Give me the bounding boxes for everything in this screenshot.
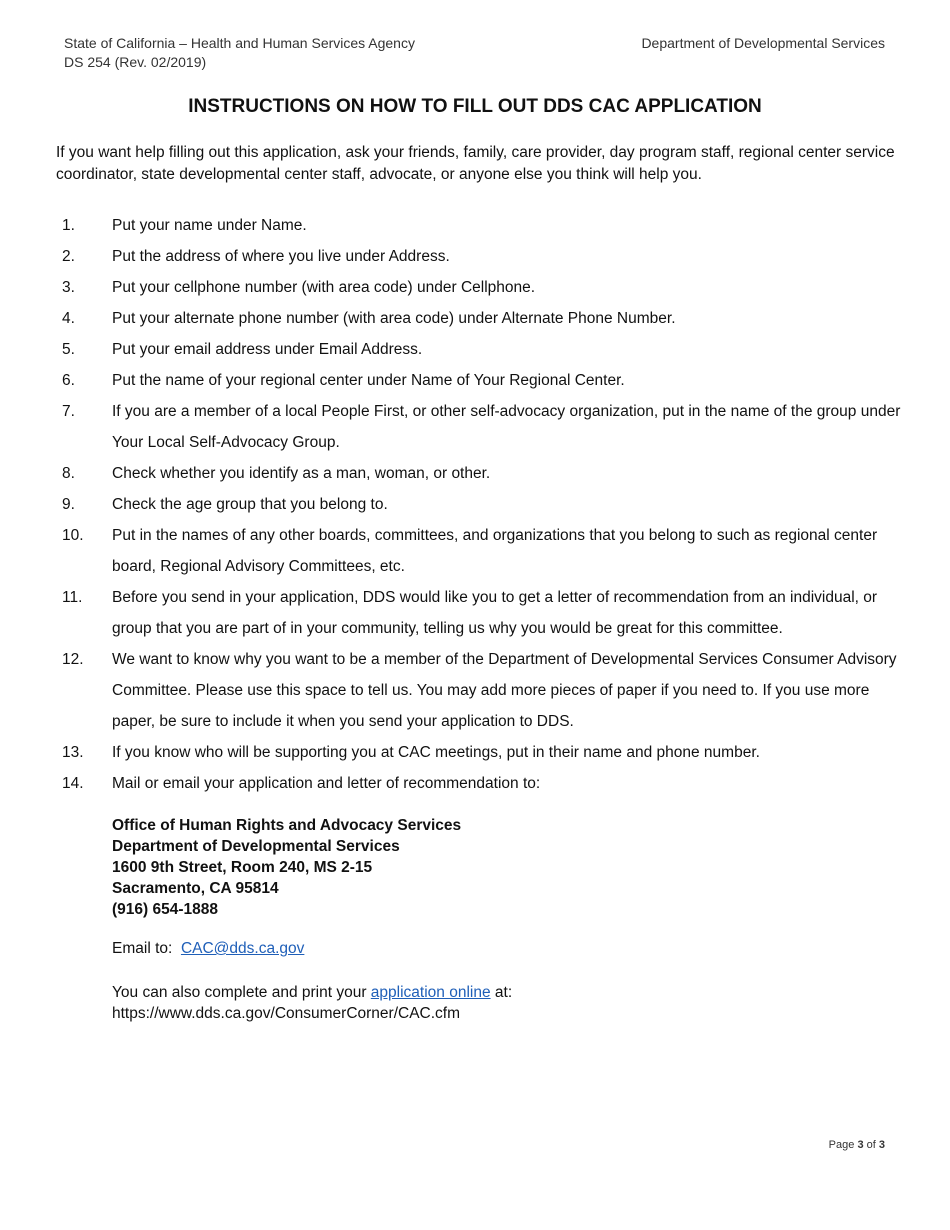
step-number: 12. (62, 651, 84, 668)
step-text: Put in the names of any other boards, committees, and organizations that you belong to such as regional center board, Regional Advisory Committees, etc. (112, 527, 878, 575)
online-prefix: You can also complete and print your (112, 984, 367, 1001)
step-text: Check the age group that you belong to. (112, 496, 388, 513)
list-item (56, 210, 904, 241)
header-left (64, 34, 415, 72)
address-city: Sacramento, CA 95814 (112, 880, 279, 897)
list-item (56, 737, 904, 768)
step-text: If you are a member of a local People First, or other self-advocacy organization, put in the name of the group under Your Local Self-Advocacy Group. (112, 403, 901, 451)
list-item (56, 241, 904, 272)
list-item (56, 520, 904, 582)
step-number: 4. (62, 310, 75, 327)
address-street: 1600 9th Street, Room 240, MS 2-15 (112, 859, 373, 876)
step-number: 9. (62, 496, 75, 513)
step-number: 11. (62, 589, 83, 606)
step-text: Put your name under Name. (112, 217, 307, 234)
step-text: Mail or email your application and letter of recommendation to: (112, 775, 541, 792)
step-number: 7. (62, 403, 75, 420)
list-item (56, 644, 904, 737)
step-text: Put your alternate phone number (with area code) under Alternate Phone Number. (112, 310, 676, 327)
form-id: DS 254 (Rev. 02/2019) (64, 54, 207, 70)
list-item (56, 458, 904, 489)
step-text: Put the address of where you live under Address. (112, 248, 450, 265)
instruction-list (56, 210, 904, 799)
step-number: 13. (62, 744, 84, 761)
page-current: 3 (857, 1139, 864, 1151)
application-url: https://www.dds.ca.gov/ConsumerCorner/CAC.cfm (112, 1005, 461, 1022)
step-text: Check whether you identify as a man, woman, or other. (112, 465, 491, 482)
list-item (56, 365, 904, 396)
mailing-address (112, 815, 461, 920)
step-text: Put the name of your regional center under Name of Your Regional Center. (112, 372, 625, 389)
step-number: 3. (62, 279, 75, 296)
list-item (56, 334, 904, 365)
email-line (112, 940, 304, 958)
list-item (56, 768, 904, 799)
step-number: 6. (62, 372, 75, 389)
page-number (829, 1139, 885, 1151)
list-item (56, 582, 904, 644)
step-number: 10. (62, 527, 84, 544)
step-number: 5. (62, 341, 75, 358)
step-text: If you know who will be supporting you at CAC meetings, put in their name and phone number. (112, 744, 760, 761)
step-number: 14. (62, 775, 84, 792)
online-suffix: at: (494, 984, 513, 1001)
intro-paragraph: If you want help filling out this application, ask your friends, family, care provider, day program staff, regional center service coordinator, state developmental center staff, advocate, or anyone else you think will help you. (56, 144, 895, 183)
list-item (56, 396, 904, 458)
agency-name: State of California – Health and Human Services Agency (64, 35, 415, 51)
step-text: Before you send in your application, DDS would like you to get a letter of recommendation from an individual, or group that you are part of in your community, telling us why you would be great for this committee. (112, 589, 878, 637)
page-label: Page (828, 1139, 855, 1151)
application-online-link[interactable]: application online (370, 984, 491, 1001)
address-department: Department of Developmental Services (112, 838, 400, 855)
page-title: INSTRUCTIONS ON HOW TO FILL OUT DDS CAC APPLICATION (188, 96, 762, 117)
list-item (56, 272, 904, 303)
step-text: We want to know why you want to be a member of the Department of Developmental Services Consumer Advisory Committee. Please use this space to tell us. You may add more pieces of paper if you need to. If you use more paper, be sure to include it when you send your application to DDS. (112, 651, 897, 730)
step-number: 8. (62, 465, 75, 482)
step-number: 1. (62, 217, 75, 234)
step-number: 2. (62, 248, 75, 265)
address-office: Office of Human Rights and Advocacy Services (112, 817, 462, 834)
page-of: of (866, 1139, 876, 1151)
department-name: Department of Developmental Services (641, 35, 885, 51)
step-text: Put your email address under Email Address. (112, 341, 423, 358)
step-text: Put your cellphone number (with area code) under Cellphone. (112, 279, 536, 296)
email-link[interactable]: CAC@dds.ca.gov (180, 940, 305, 957)
list-item (56, 489, 904, 520)
address-phone: (916) 654-1888 (112, 901, 218, 918)
email-label: Email to: (112, 940, 173, 957)
online-application (112, 982, 512, 1024)
page-total: 3 (878, 1139, 885, 1151)
list-item (56, 303, 904, 334)
